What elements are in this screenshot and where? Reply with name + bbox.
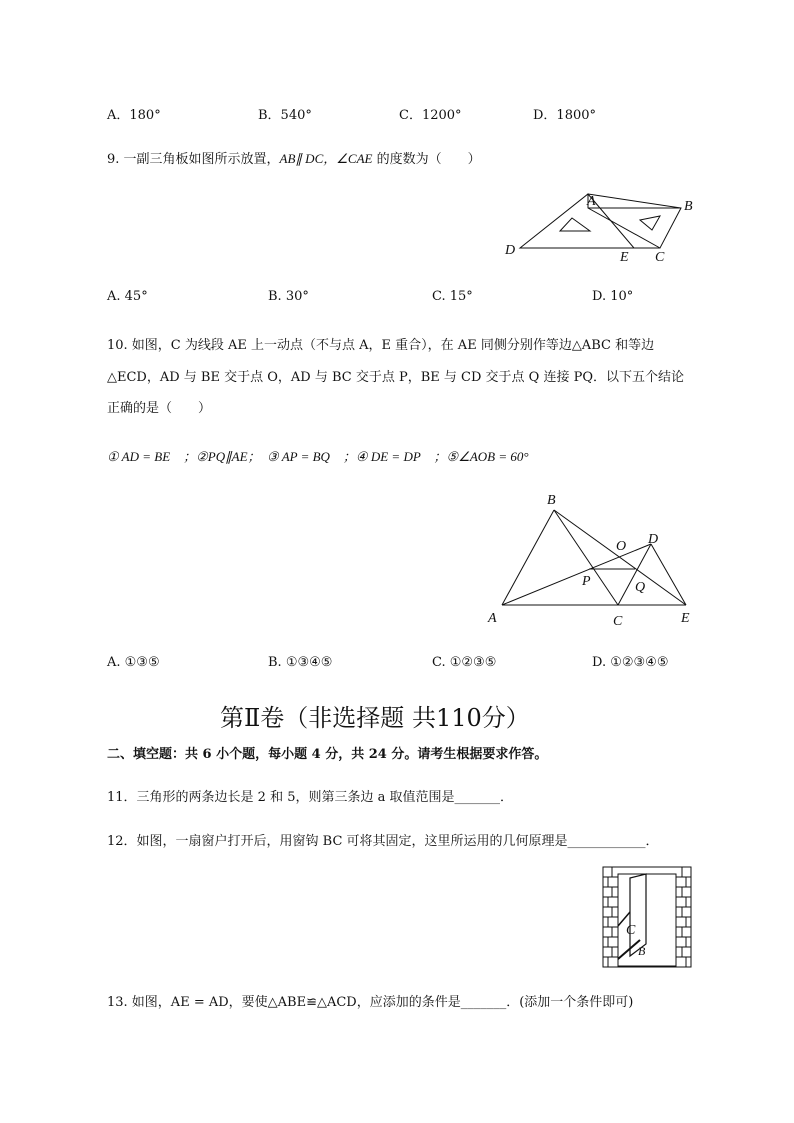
q9-option-b: B. 30° (268, 289, 309, 304)
q10-line-1: 10. 如图，C 为线段 AE 上一动点（不与点 A，E 重合），在 AE 同侧分别作等边△ABC 和等边 (107, 338, 655, 353)
q10-label-c: C (613, 614, 623, 629)
q10-segment-de (651, 544, 686, 605)
q9-question (107, 148, 481, 167)
q10-line-2: △ECD，AD 与 BE 交于点 O，AD 与 BC 交于点 P，BE 与 CD 交于点 Q 连接 PQ．以下五个结论 (107, 370, 684, 385)
q10-line-3: 正确的是（ ） (107, 401, 212, 416)
q9-inner-triangle-right (640, 216, 660, 230)
q10-label-p: P (582, 574, 591, 589)
q10-segment-ab (502, 510, 554, 605)
q8-option-a: A．180° (107, 108, 161, 123)
q10-label-d: D (648, 532, 659, 547)
q8-option-d: D．1800° (533, 108, 597, 123)
q9-label-d: D (505, 243, 516, 258)
q9-option-c: C. 15° (432, 289, 473, 304)
q9-triangle-small (588, 194, 681, 248)
q10-label-e: E (681, 611, 690, 626)
q9-label-a: A (587, 194, 596, 209)
q10-option-d: D. ①②③④⑤ (592, 655, 669, 670)
q9-math: AB∥ DC，∠CAE (279, 151, 373, 166)
q13-question: 13. 如图，AE = AD，要使△ABE≌△ACD，应添加的条件是_______．(添加一个条件即可) (107, 995, 634, 1010)
q10-conclusions: ① AD = BE ；②PQ∥AE； ③ AP = BQ ；④ DE = DP ；⑤∠AOB = 60° (107, 449, 529, 464)
q8-option-b: B．540° (258, 108, 312, 123)
q8-option-c: C．1200° (399, 108, 462, 123)
q9-label-c: C (655, 250, 665, 265)
q12-label-c: C (626, 923, 636, 938)
q9-label-b: B (684, 199, 693, 214)
q10-segment-bc (554, 510, 618, 605)
q11-question: 11．三角形的两条边长是 2 和 5，则第三条边 a 取值范围是_______． (107, 790, 513, 805)
q9-number: 9. 一副三角板如图所示放置， (107, 152, 280, 167)
q10-segment-ad (502, 544, 651, 605)
q10-label-o: O (616, 539, 627, 554)
q10-option-c: C. ①②③⑤ (432, 655, 497, 670)
q10-figure (485, 488, 705, 633)
q9-figure (500, 188, 700, 268)
section-title: 第Ⅱ卷（非选择题 共110分） (220, 704, 530, 732)
q9-option-d: D. 10° (592, 289, 634, 304)
section-instructions: 二、填空题：共 6 小个题，每小题 4 分，共 24 分。请考生根据要求作答。 (107, 747, 548, 762)
q12-label-b: B (638, 944, 646, 958)
q10-label-q: Q (635, 580, 646, 595)
q9-option-a: A. 45° (107, 289, 148, 304)
q9-inner-triangle-left (560, 218, 590, 231)
q10-option-a: A. ①③⑤ (107, 655, 160, 670)
q12-window-figure (600, 864, 696, 970)
q10-segment-be (554, 510, 686, 605)
q10-label-a: A (488, 611, 497, 626)
q9-label-e: E (620, 250, 629, 265)
q10-label-b: B (547, 493, 556, 508)
q12-question: 12．如图，一扇窗户打开后，用窗钩 BC 可将其固定，这里所运用的几何原理是____________． (107, 834, 659, 849)
q10-option-b: B. ①③④⑤ (268, 655, 333, 670)
q9-tail: 的度数为（ ） (372, 152, 481, 167)
